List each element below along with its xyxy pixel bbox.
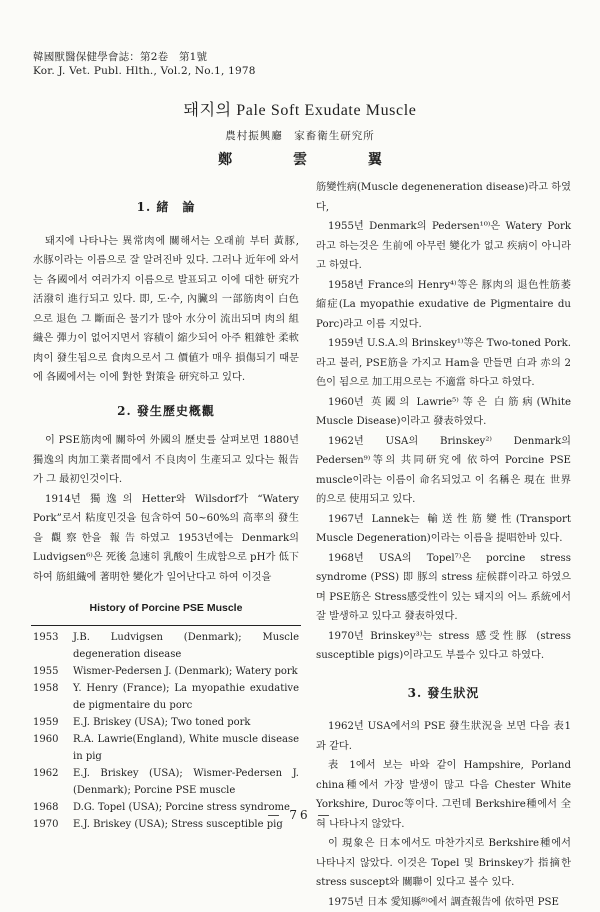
section-2-paragraph-1: 이 PSE筋肉에 關하여 外國의 歷史를 살펴보면 1880년 獨逸의 肉加工業者間에서 不良肉이 生產되고 있다는 報告가 그 最初인것이다. bbox=[33, 431, 299, 490]
journal-line-english: Kor. J. Vet. Publ. Hlth., Vol.2, No.1, 1978 bbox=[33, 64, 256, 78]
history-year: 1959 bbox=[33, 714, 73, 731]
right-paragraph: 1955년 Denmark의 Pedersen¹⁰⁾은 Watery Pork라고 하는것은 生前에 아무런 變化가 없고 疾病이 아니라고 하였다. bbox=[316, 217, 571, 276]
history-table-rule bbox=[31, 625, 301, 626]
history-entry: Y. Henry (France); La myopathie exudative de pigmentaire du porc bbox=[73, 680, 299, 714]
right-paragraph: 1960년 英國의 Lawrie⁵⁾等은 白筋病(White Muscle Disease)이라고 發表하였다. bbox=[316, 393, 571, 432]
left-column bbox=[33, 178, 299, 833]
history-entry: R.A. Lawrie(England), White muscle disease in pig bbox=[73, 731, 299, 765]
right-paragraph: 1959년 U.S.A.의 Brinskey¹⁾等은 Two-toned Pork.라고 불러, PSE筋을 가지고 Ham을 만들면 白과 赤의 2色이 됨으로 加工用으로는 不適當 하다고 하였다. bbox=[316, 334, 571, 393]
history-entry: J.B. Ludvigsen (Denmark); Muscle degeneration disease bbox=[73, 629, 299, 663]
history-entry: D.G. Topel (USA); Porcine stress syndrome bbox=[73, 799, 299, 816]
section-3-heading: 3. 發生狀況 bbox=[316, 684, 571, 704]
history-year: 1962 bbox=[33, 765, 73, 799]
history-entry: E.J. Briskey (USA); Stress susceptible pig bbox=[73, 816, 299, 833]
right-column bbox=[316, 178, 571, 912]
paper-title: 돼지의 Pale Soft Exudate Muscle bbox=[0, 97, 600, 120]
section-1-paragraph: 돼지에 나타나는 異常肉에 關해서는 오래前 부터 黃豚, 水豚이라는 이름으로 잘 알려진바 있다. 그러나 近年에 와서는 各國에서 여러가지 이름으로 발표되고 이에 대한 研究가 活潑히 進行되고 있다. 即, 도·수, 內臟의 一部筋肉이 白色으로 退色 그 斷面은 물기가 많아 水分이 流出되며 肉의 組織은 彈力이 없어지면서 容積이 縮少되어 아주 粗雜한 柔軟肉이 發生됨으로 食肉으로서 그 價値가 매우 損傷되기 때문에 各國에서는 이에 對한 對策을 研究하고 있다. bbox=[33, 232, 299, 388]
history-year: 1970 bbox=[33, 816, 73, 833]
history-row bbox=[33, 714, 299, 731]
right-paragraph: 1962년 USA의 Brinskey²⁾ Denmark의 Pedersen⁹⁾等의 共同研究에 依하여 Porcine PSE muscle이라는 이름이 命名되었고 이 名稱은 現在 世界的으로 使用되고 있다. bbox=[316, 432, 571, 510]
history-year: 1960 bbox=[33, 731, 73, 765]
history-entry: Wismer-Pedersen J. (Denmark); Watery pork bbox=[73, 663, 299, 680]
section-2-paragraph-2: 1914년 獨逸의 Hetter와 Wilsdorf가 “Watery Pork”로서 粘度민것을 包含하여 50~60%의 高率의 發生을 觀察한을 報告하였고 1953년에는 Denmark의 Ludvigsen⁶⁾은 死後 急速히 乳酸이 生成함으로 pH가 低下하여 筋組織에 著明한 變化가 일어난다고 하여 이것을 bbox=[33, 490, 299, 588]
right-paragraph: 筋變性病(Muscle degeneneration disease)라고 하였다, bbox=[316, 178, 571, 217]
journal-header bbox=[33, 50, 256, 78]
section-3-paragraph: 1975년 日本 愛知縣⁸⁾에서 調査報告에 依하면 PSE bbox=[316, 893, 571, 912]
affiliation: 農村振興廳 家畜衛生研究所 bbox=[0, 128, 600, 143]
history-row bbox=[33, 629, 299, 663]
history-year: 1955 bbox=[33, 663, 73, 680]
history-row bbox=[33, 680, 299, 714]
section-3-paragraph: 이 現象은 日本에서도 마찬가지로 Berkshire種에서 나타나지 않았다. 이것은 Topel 및 Brinskey가 指摘한 stress suscept와 關聯이 있다고 볼수 있다. bbox=[316, 834, 571, 893]
journal-line-korean: 韓國獸醫保健學會誌：第2卷 第1號 bbox=[33, 50, 256, 64]
page-number: — 76 — bbox=[0, 808, 600, 822]
history-row bbox=[33, 765, 299, 799]
history-entry: E.J. Briskey (USA); Wismer-Pedersen J. (Denmark); Porcine PSE muscle bbox=[73, 765, 299, 799]
right-paragraph: 1958년 France의 Henry⁴⁾等은 豚肉의 退色性筋萎縮症(La myopathie exudative de Pigmentaire du Porc)라고 이름 지었다. bbox=[316, 276, 571, 335]
history-table-title: History of Porcine PSE Muscle bbox=[33, 599, 299, 619]
history-year: 1968 bbox=[33, 799, 73, 816]
section-3-paragraph: 1962년 USA에서의 PSE 發生狀況을 보면 다음 表1과 같다. bbox=[316, 717, 571, 756]
history-year: 1953 bbox=[33, 629, 73, 663]
author: 鄭 雲 翼 bbox=[0, 149, 600, 169]
history-table bbox=[33, 629, 299, 833]
history-row bbox=[33, 663, 299, 680]
history-year: 1958 bbox=[33, 680, 73, 714]
history-row bbox=[33, 731, 299, 765]
right-paragraph: 1967년 Lannek는 輸送性筋變性(Transport Muscle Degeneration)이라는 이름을 提唱한바 있다. bbox=[316, 510, 571, 549]
right-paragraph: 1970년 Brinskey³⁾는 stress 感受性豚 (stress susceptible pigs)이라고도 부를수 있다고 하였다. bbox=[316, 627, 571, 666]
right-paragraph: 1968년 USA의 Topel⁷⁾은 porcine stress syndrome (PSS) 即 豚의 stress 症候群이라고 하였으며 PSE筋은 Stress感受性이 있는 돼지의 어느 系統에서 잘 발생하고 있다고 發表하였다. bbox=[316, 549, 571, 627]
section-2-heading: 2. 發生歷史槪觀 bbox=[33, 402, 299, 422]
section-3-paragraph: 表 1에서 보는 바와 같이 Hampshire, Porland china種에서 가장 발생이 많고 다음 Chester White Yorkshire, Duroc等이다. 그런데 Berkshire種에서 全혀 나타나지 않았다. bbox=[316, 756, 571, 834]
history-entry: E.J. Briskey (USA); Two toned pork bbox=[73, 714, 299, 731]
section-1-heading: 1. 緒 論 bbox=[33, 198, 299, 218]
